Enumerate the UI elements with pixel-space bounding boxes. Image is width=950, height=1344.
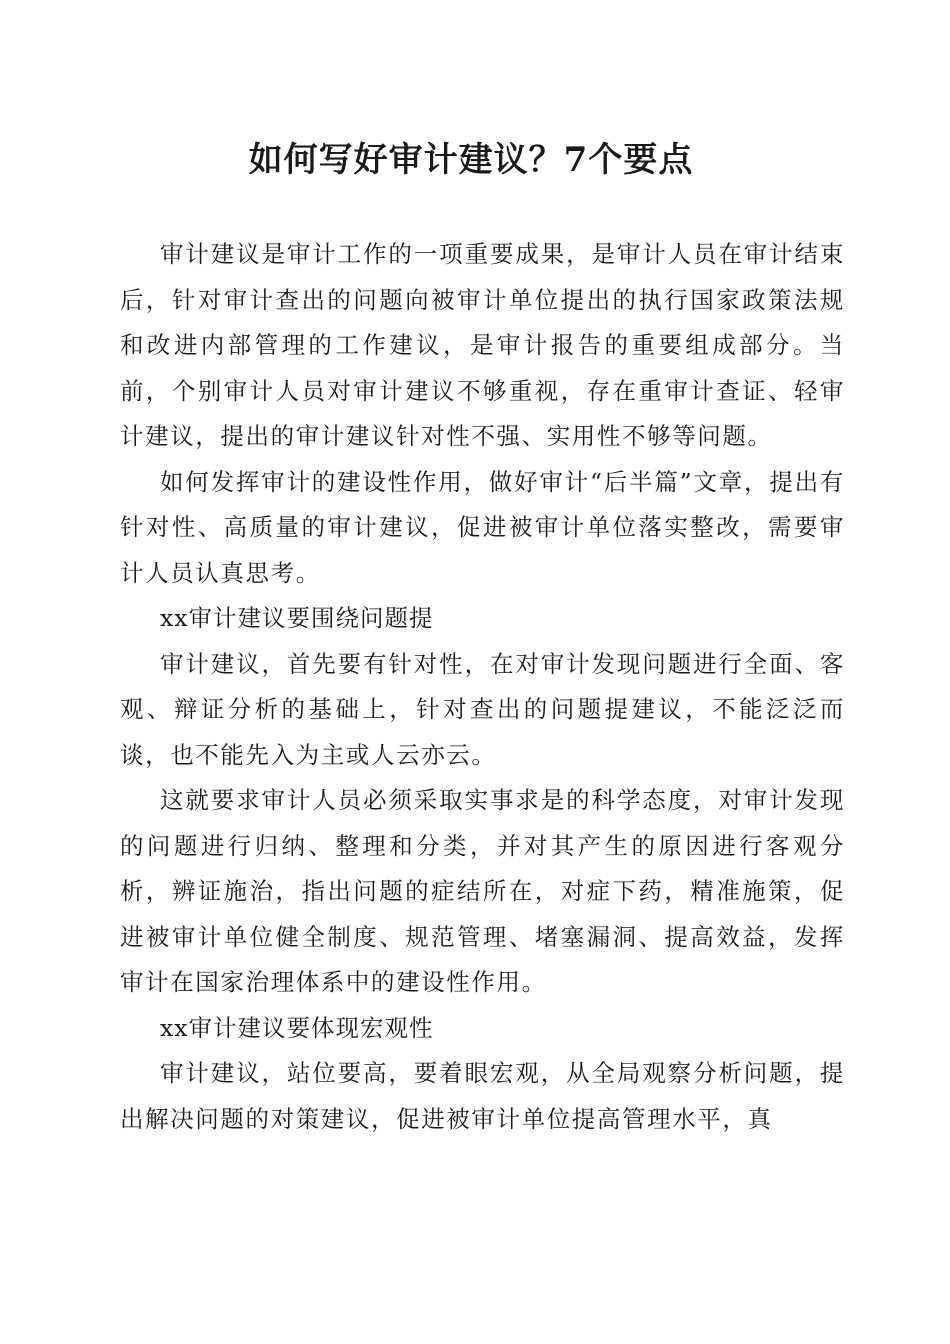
section-heading-problems: xx审计建议要围绕问题提 <box>160 604 434 632</box>
paragraph-intro: 审计建议是审计工作的一项重要成果，是审计人员在审计结束后，针对审计查出的问题向被审计单位提出的执行国家政策法规和改进内部管理的工作建议，是审计报告的重要组成部分。当前，个别审计人员对审计建议不够重视，存在重审计查证、轻审计建议，提出的审计建议针对性不强、实用性不够等问题。 <box>120 240 845 450</box>
document-title: 如何写好审计建议？7个要点 <box>248 140 694 180</box>
paragraph-question: 如何发挥审计的建设性作用，做好审计“后半篇”文章，提出有针对性、高质量的审计建议，促进被审计单位落实整改，需要审计人员认真思考。 <box>120 467 845 587</box>
paragraph-targeted: 审计建议，首先要有针对性，在对审计发现问题进行全面、客观、辩证分析的基础上，针对查出的问题提建议，不能泛泛而谈，也不能先入为主或人云亦云。 <box>120 649 845 769</box>
document-body <box>120 232 845 1142</box>
paragraph-requirements: 这就要求审计人员必须采取实事求是的科学态度，对审计发现的问题进行归纳、整理和分类，并对其产生的原因进行客观分析，辨证施治，指出问题的症结所在，对症下药，精准施策，促进被审计单位健全制度、规范管理、堵塞漏洞、提高效益，发挥审计在国家治理体系中的建设性作用。 <box>120 786 845 996</box>
section-heading-macro: xx审计建议要体现宏观性 <box>160 1013 434 1042</box>
paragraph-macro: 审计建议，站位要高，要着眼宏观，从全局观察分析问题，提出解决问题的对策建议，促进被审计单位提高管理水平，真 <box>120 1059 845 1133</box>
